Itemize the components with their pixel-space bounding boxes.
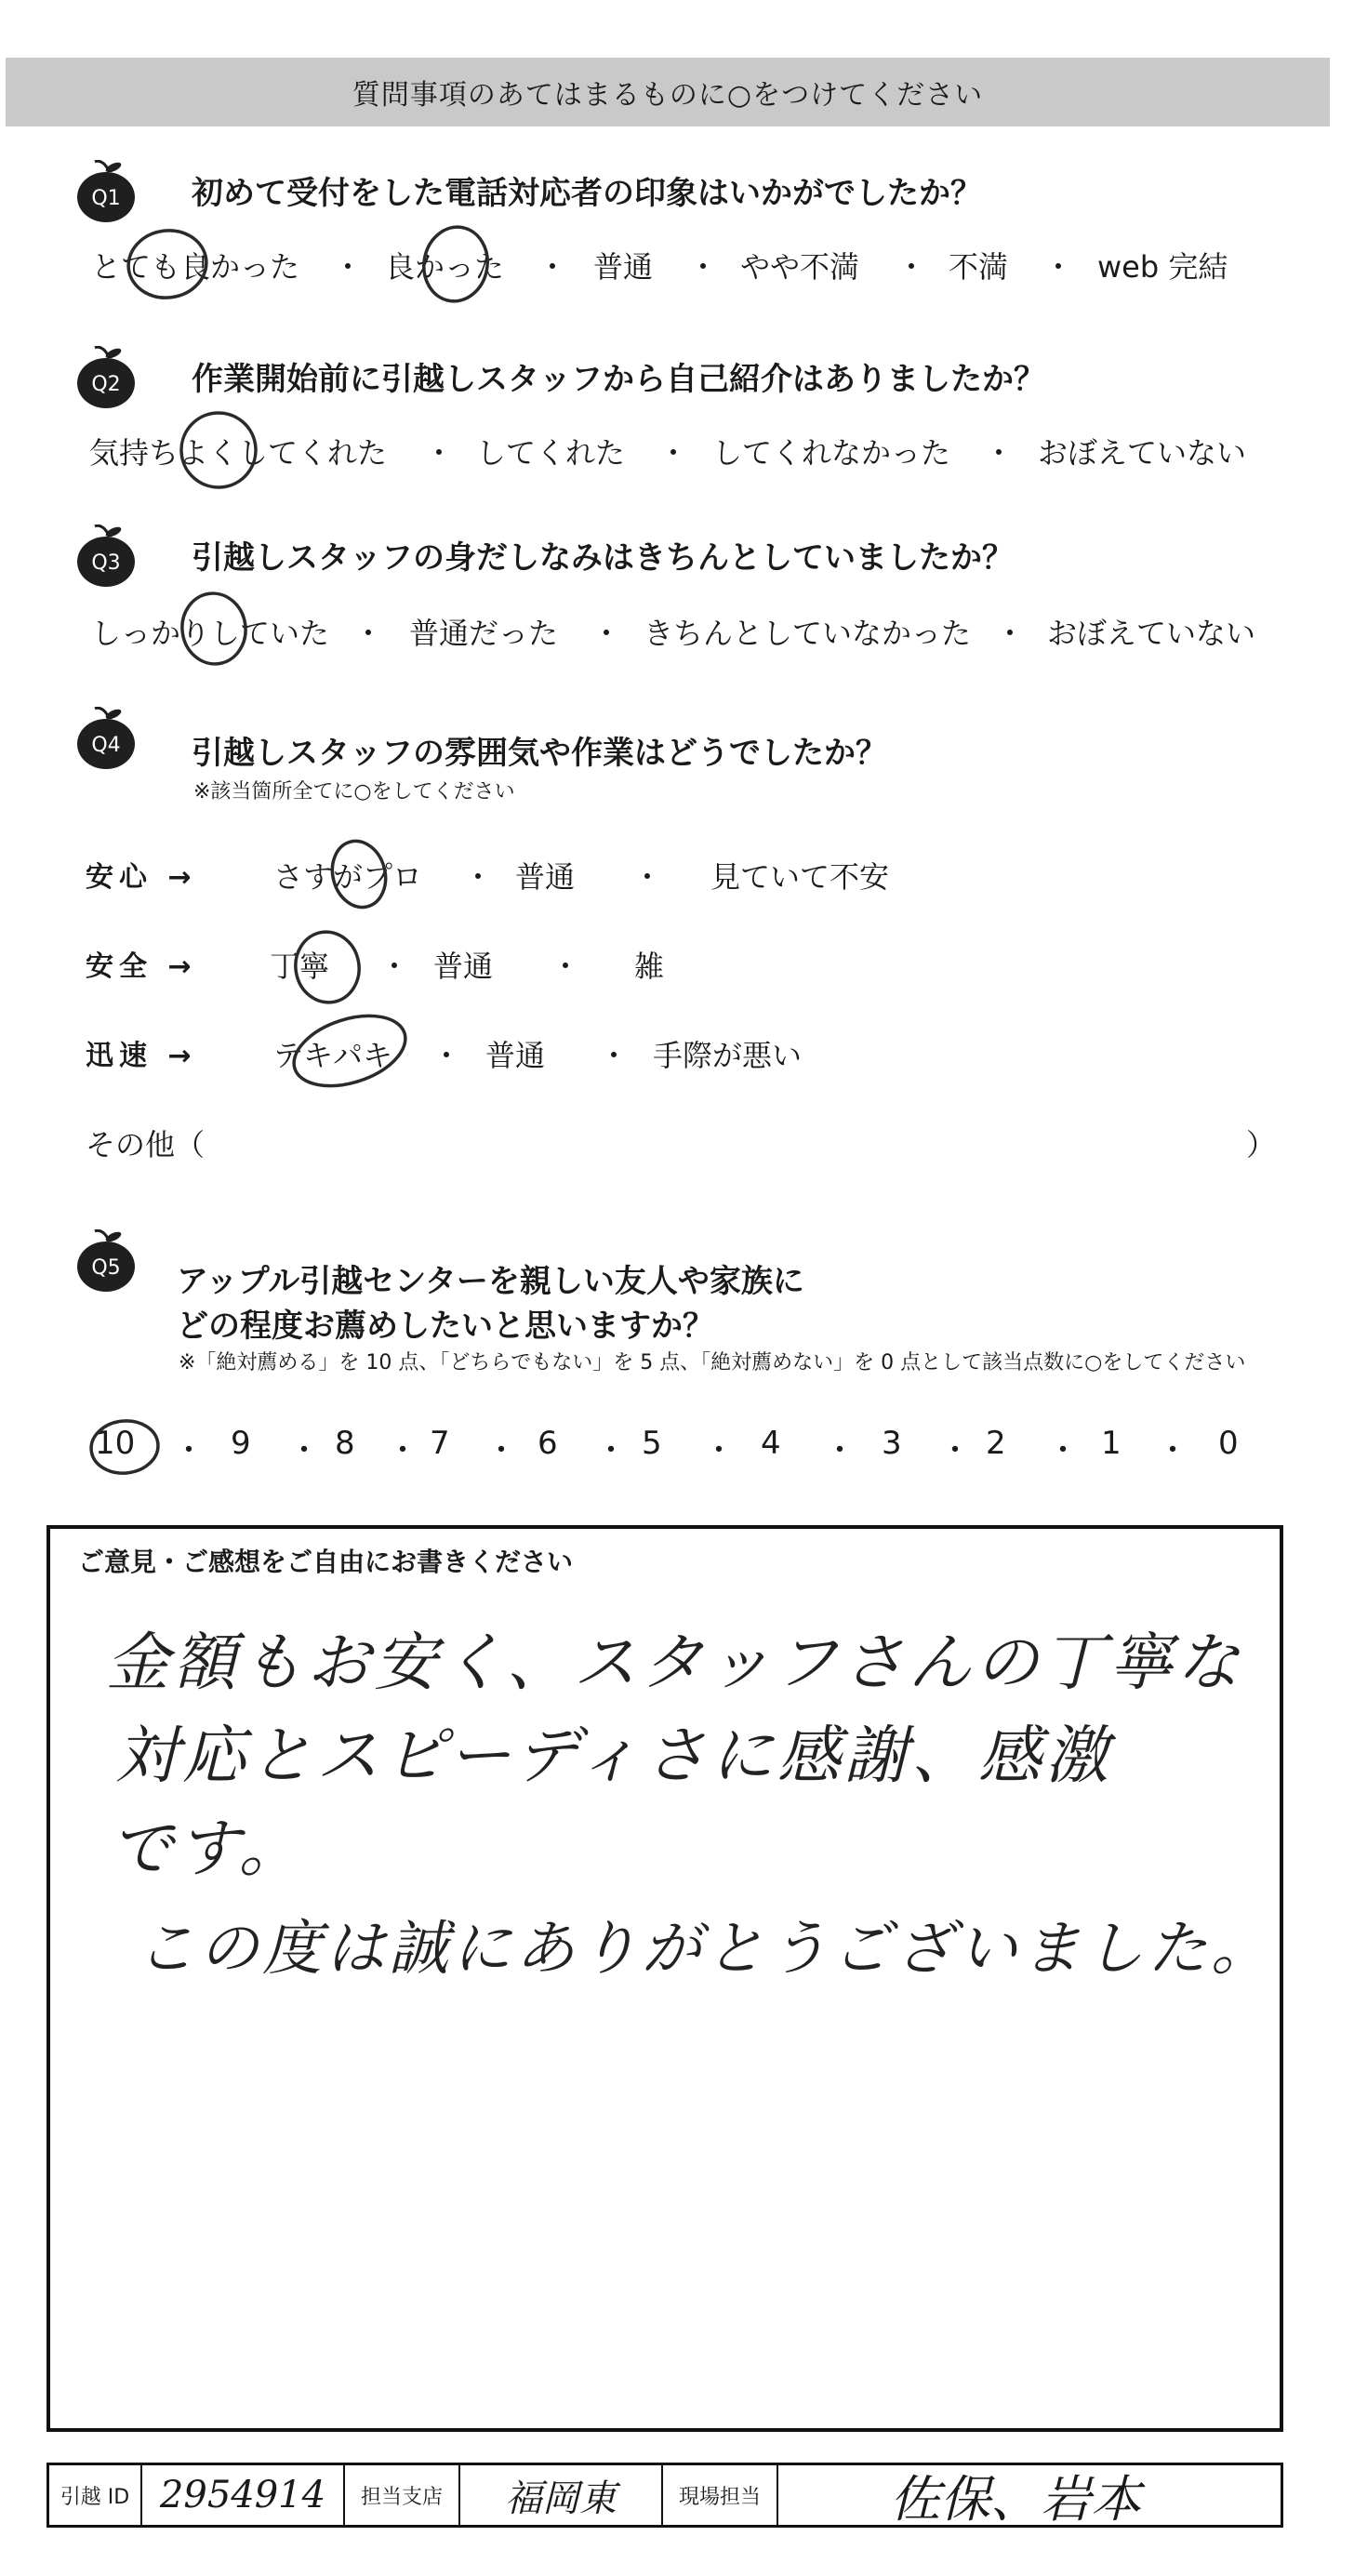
scale-separator: ・ — [1047, 1432, 1079, 1469]
q5-question-line-2: どの程度お薦めしたいと思いますか？ — [177, 1308, 714, 1345]
option-separator: ・ — [658, 435, 689, 471]
q4-anshin-option-2[interactable]: 普通 — [515, 859, 576, 895]
q4-note: ※該当箇所全てに○をしてください — [193, 780, 515, 803]
hand-circle-mark — [167, 402, 270, 504]
option-separator: ・ — [896, 249, 927, 285]
q3-question: 引越しスタッフの身だしなみはきちんとしていましたか？ — [192, 539, 1014, 577]
score-7[interactable]: 7 — [430, 1425, 450, 1462]
svg-text:Q2: Q2 — [91, 373, 121, 396]
footer-bar — [46, 2463, 1283, 2528]
scale-separator: ・ — [595, 1432, 627, 1469]
option-separator: ・ — [353, 616, 384, 651]
option-separator: ・ — [463, 859, 494, 895]
move-id-cell[interactable] — [142, 2465, 345, 2525]
score-10[interactable]: 10 — [95, 1425, 136, 1462]
q5-score-scale — [0, 1425, 1354, 1471]
apple-badge-icon — [76, 707, 136, 772]
scale-separator: ・ — [1157, 1432, 1188, 1469]
option-separator: ・ — [591, 616, 622, 651]
comment-line-1: 金額もお安く、スタッフさんの丁寧な — [106, 1627, 1243, 1700]
option-separator: ・ — [1043, 249, 1074, 285]
q4-anshin-option-1[interactable]: さすがプロ — [273, 859, 423, 895]
scale-separator: ・ — [387, 1432, 418, 1469]
apple-badge-icon — [76, 1229, 136, 1295]
apple-badge-icon — [76, 524, 136, 590]
branch-cell[interactable] — [460, 2465, 663, 2525]
hand-circle-mark — [279, 921, 381, 1014]
q1-question: 初めて受付をした電話対応者の印象はいかがでしたか？ — [192, 175, 982, 212]
branch-label-cell — [345, 2465, 460, 2525]
q3-option-2[interactable]: 普通だった — [409, 616, 559, 651]
q2-option-4[interactable]: おぼえていない — [1038, 435, 1247, 471]
option-separator: ・ — [538, 249, 568, 285]
q1-option-2[interactable]: 良かった — [385, 249, 505, 285]
option-separator: ・ — [995, 616, 1026, 651]
score-3[interactable]: 3 — [882, 1425, 902, 1462]
q4-other-label: その他（ — [86, 1127, 206, 1162]
option-separator: ・ — [424, 435, 455, 471]
staff-label-cell — [663, 2465, 778, 2525]
q4-question: 引越しスタッフの雰囲気や作業はどうでしたか？ — [192, 735, 887, 772]
q4-jinsoku-option-3[interactable]: 手際が悪い — [653, 1038, 803, 1073]
comment-line-4: この度は誠にありがとうございました。 — [136, 1915, 1274, 1984]
svg-text:Q1: Q1 — [91, 187, 121, 210]
q4-jinsoku-option-1[interactable]: テキパキ — [273, 1038, 393, 1073]
q4-anzen-option-2[interactable]: 普通 — [433, 949, 494, 984]
option-separator: ・ — [984, 435, 1015, 471]
score-8[interactable]: 8 — [335, 1425, 355, 1462]
apple-badge-icon — [76, 160, 136, 225]
score-5[interactable]: 5 — [642, 1425, 662, 1462]
q3-option-3[interactable]: きちんとしていなかった — [644, 616, 972, 651]
q2-option-1[interactable]: 気持ちよくしてくれた — [89, 435, 388, 471]
q4-anshin-option-3[interactable]: 見ていて不安 — [710, 859, 890, 895]
comment-box — [46, 1525, 1283, 2432]
q5-note: ※「絶対薦める」を 10 点、「どちらでもない」を 5 点、「絶対薦めない」を 0 点として該当点数に○をしてください — [179, 1351, 1246, 1374]
score-0[interactable]: 0 — [1218, 1425, 1239, 1462]
move-id-label: 引越 ID — [60, 2481, 129, 2510]
option-separator: ・ — [632, 859, 663, 895]
q2-option-2[interactable]: してくれた — [476, 435, 626, 471]
q4-other-field[interactable] — [212, 1116, 1235, 1157]
comment-line-3: です。 — [110, 1812, 306, 1886]
option-separator: ・ — [431, 1038, 462, 1073]
score-2[interactable]: 2 — [986, 1425, 1006, 1462]
q1-option-5[interactable]: 不満 — [949, 249, 1009, 285]
scale-separator: ・ — [939, 1432, 971, 1469]
svg-text:Q3: Q3 — [91, 551, 121, 575]
hand-circle-mark — [409, 216, 502, 309]
score-9[interactable]: 9 — [231, 1425, 251, 1462]
scale-separator: ・ — [485, 1432, 517, 1469]
apple-badge-icon — [76, 346, 136, 411]
q4-anzen-option-1[interactable]: 丁寧 — [270, 949, 330, 984]
comment-heading: ご意見・ご感想をご自由にお書きください — [78, 1547, 574, 1577]
scale-separator: ・ — [703, 1432, 735, 1469]
q2-option-3[interactable]: してくれなかった — [712, 435, 951, 471]
score-1[interactable]: 1 — [1101, 1425, 1122, 1462]
q1-option-6[interactable]: web 完結 — [1097, 249, 1228, 285]
option-separator: ・ — [551, 949, 581, 984]
option-separator: ・ — [688, 249, 719, 285]
q3-option-1[interactable]: しっかりしていた — [91, 616, 330, 651]
q4-other-close: ） — [1246, 1127, 1277, 1162]
branch-value: 福岡東 — [505, 2476, 617, 2520]
q1-option-4[interactable]: やや不満 — [740, 249, 860, 285]
q4-row-label-jinsoku: 迅速 → — [86, 1040, 197, 1072]
score-6[interactable]: 6 — [538, 1425, 558, 1462]
form-title: 質問事項のあてはまるものに○をつけてください — [352, 79, 984, 112]
q1-option-3[interactable]: 普通 — [593, 249, 654, 285]
q5-question-line-1: アップル引越センターを親しい友人や家族に — [177, 1263, 804, 1300]
svg-text:Q5: Q5 — [91, 1256, 121, 1280]
staff-value: 佐保、岩本 — [890, 2469, 1141, 2529]
staff-cell[interactable] — [778, 2465, 1281, 2529]
q4-jinsoku-option-2[interactable]: 普通 — [485, 1038, 546, 1073]
option-separator: ・ — [379, 949, 410, 984]
scale-separator: ・ — [173, 1432, 205, 1469]
hand-circle-mark — [82, 1406, 166, 1490]
move-id-label-cell — [49, 2465, 142, 2525]
hand-circle-mark — [167, 582, 270, 675]
move-id-value: 2954914 — [159, 2474, 326, 2516]
comment-line-2: 対応とスピーディさに感謝、感激 — [115, 1720, 1112, 1793]
staff-label: 現場担当 — [679, 2481, 761, 2510]
option-separator: ・ — [599, 1038, 630, 1073]
score-4[interactable]: 4 — [761, 1425, 781, 1462]
hand-circle-mark — [121, 219, 456, 312]
q4-anzen-option-3[interactable]: 雑 — [634, 949, 665, 984]
q2-question: 作業開始前に引越しスタッフから自己紹介はありましたか？ — [192, 361, 1045, 398]
q1-option-1[interactable]: とても良かった — [91, 249, 300, 285]
scale-separator: ・ — [824, 1432, 856, 1469]
hand-circle-mark — [279, 1004, 418, 1097]
hand-circle-mark — [316, 830, 409, 923]
q4-row-label-anshin: 安心 → — [86, 861, 197, 894]
branch-label: 担当支店 — [361, 2481, 443, 2510]
q4-row-label-anzen: 安全 → — [86, 950, 197, 983]
svg-text:Q4: Q4 — [91, 734, 121, 757]
form-header — [6, 58, 1330, 126]
option-separator: ・ — [333, 249, 364, 285]
scale-separator: ・ — [288, 1432, 320, 1469]
q3-option-4[interactable]: おぼえていない — [1047, 616, 1256, 651]
